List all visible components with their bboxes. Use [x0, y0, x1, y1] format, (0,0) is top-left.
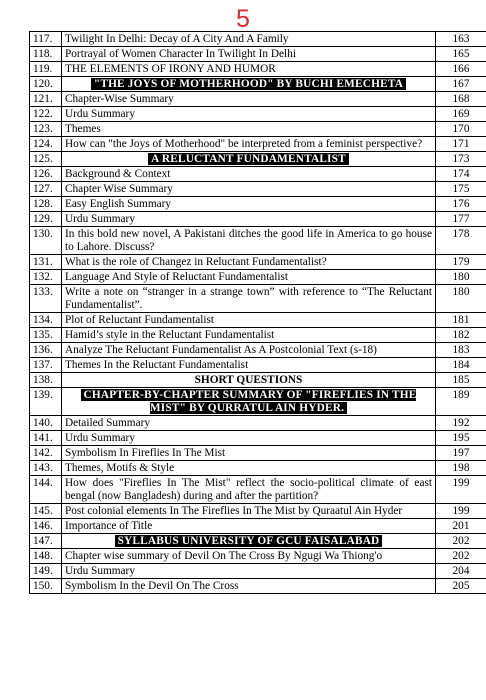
entry-title: What is the role of Changez in Reluctant Fundamentalist?: [65, 256, 327, 268]
entry-number: 120.: [30, 77, 62, 92]
entry-page: 184: [436, 358, 486, 373]
entry-page: 204: [436, 564, 486, 579]
entry-number: 139.: [30, 388, 62, 416]
section-heading: "THE JOYS OF MOTHERHOOD" BY BUCHI EMECHETA: [91, 78, 406, 90]
entry-number: 125.: [30, 152, 62, 167]
entry-page: 163: [436, 32, 486, 47]
entry-title: Chapter Wise Summary: [65, 183, 173, 195]
table-row: [30, 504, 486, 519]
entry-title-cell: [62, 461, 436, 476]
entry-number: 140.: [30, 416, 62, 431]
table-row: [30, 328, 486, 343]
entry-page: 166: [436, 62, 486, 77]
table-row: [30, 564, 486, 579]
entry-title-cell: [62, 285, 436, 313]
entry-page: 169: [436, 107, 486, 122]
entry-title: Easy English Summary: [65, 198, 172, 210]
entry-title-cell: [62, 476, 436, 504]
entry-number: 143.: [30, 461, 62, 476]
entry-page: 165: [436, 47, 486, 62]
entry-number: 124.: [30, 137, 62, 152]
entry-page: 175: [436, 182, 486, 197]
entry-title: Twilight In Delhi: Decay of A City And A Family: [65, 33, 289, 45]
entry-number: 133.: [30, 285, 62, 313]
table-row: [30, 270, 486, 285]
entry-title-cell: [62, 579, 436, 594]
entry-page: 202: [436, 549, 486, 564]
section-heading: SYLLABUS UNIVERSITY OF GCU FAISALABAD: [115, 535, 383, 547]
entry-number: 127.: [30, 182, 62, 197]
table-row: [30, 285, 486, 313]
entry-number: 149.: [30, 564, 62, 579]
entry-title: Chapter-Wise Summary: [65, 93, 174, 105]
entry-page: 202: [436, 534, 486, 549]
table-row: [30, 579, 486, 594]
table-row: [30, 534, 486, 549]
table-row: [30, 313, 486, 328]
table-row: [30, 373, 486, 388]
table-row: [30, 167, 486, 182]
entry-title: Themes In the Reluctant Fundamentalist: [65, 359, 249, 371]
table-row: [30, 212, 486, 227]
entry-title: Importance of Title: [65, 520, 153, 532]
table-row: [30, 416, 486, 431]
table-row: [30, 358, 486, 373]
entry-title-cell: [62, 47, 436, 62]
entry-number: 132.: [30, 270, 62, 285]
entry-page: 174: [436, 167, 486, 182]
entry-number: 144.: [30, 476, 62, 504]
entry-title-cell: [62, 137, 436, 152]
entry-title-cell: [62, 77, 436, 92]
section-heading: A RELUCTANT FUNDAMENTALIST: [148, 153, 349, 165]
table-row: [30, 122, 486, 137]
entry-title-cell: [62, 373, 436, 388]
entry-number: 147.: [30, 534, 62, 549]
entry-title-cell: [62, 519, 436, 534]
entry-title: Write a note on “stranger in a strange town” with reference to “The Reluctant Fundamentalist”.: [65, 286, 432, 311]
entry-title: Symbolism In the Devil On The Cross: [65, 580, 239, 592]
table-row: [30, 388, 486, 416]
entry-page: 199: [436, 476, 486, 504]
entry-page: 168: [436, 92, 486, 107]
entry-title-cell: [62, 270, 436, 285]
entry-number: 123.: [30, 122, 62, 137]
entry-title: THE ELEMENTS OF IRONY AND HUMOR: [65, 63, 276, 75]
entry-title: How can "the Joys of Motherhood" be interpreted from a feminist perspective?: [65, 138, 423, 150]
entry-title: Urdu Summary: [65, 565, 135, 577]
entry-page: 183: [436, 343, 486, 358]
entry-number: 128.: [30, 197, 62, 212]
entry-title-cell: [62, 446, 436, 461]
table-row: [30, 137, 486, 152]
table-row: [30, 152, 486, 167]
entry-number: 122.: [30, 107, 62, 122]
entry-title: Urdu Summary: [65, 213, 135, 225]
table-row: [30, 519, 486, 534]
entry-page: 192: [436, 416, 486, 431]
entry-page: 185: [436, 373, 486, 388]
entry-title-cell: [62, 182, 436, 197]
entry-title: Hamid’s style in the Reluctant Fundamentalist: [65, 329, 275, 341]
entry-title-cell: [62, 388, 436, 416]
table-row: [30, 255, 486, 270]
table-row: [30, 62, 486, 77]
entry-number: 145.: [30, 504, 62, 519]
entry-title: Themes: [65, 123, 101, 135]
entry-title-cell: [62, 227, 436, 255]
entry-title-cell: [62, 564, 436, 579]
entry-title: Analyze The Reluctant Fundamentalist As A Postcolonial Text (s-18): [65, 344, 377, 356]
entry-page: 171: [436, 137, 486, 152]
entry-title: Language And Style of Reluctant Fundamentalist: [65, 271, 289, 283]
entry-title-cell: [62, 431, 436, 446]
entry-page: 177: [436, 212, 486, 227]
entry-number: 141.: [30, 431, 62, 446]
table-row: [30, 92, 486, 107]
entry-number: 129.: [30, 212, 62, 227]
entry-title: Urdu Summary: [65, 108, 135, 120]
entry-title: Themes, Motifs & Style: [65, 462, 175, 474]
entry-title-cell: [62, 255, 436, 270]
entry-page: 197: [436, 446, 486, 461]
entry-title-cell: [62, 504, 436, 519]
entry-number: 135.: [30, 328, 62, 343]
entry-page: 199: [436, 504, 486, 519]
table-row: [30, 431, 486, 446]
table-row: [30, 47, 486, 62]
entry-title: Background & Context: [65, 168, 171, 180]
entry-number: 130.: [30, 227, 62, 255]
table-row: [30, 77, 486, 92]
entry-title-cell: [62, 549, 436, 564]
entry-title-cell: [62, 122, 436, 137]
entry-number: 131.: [30, 255, 62, 270]
entry-number: 119.: [30, 62, 62, 77]
entry-page: 205: [436, 579, 486, 594]
entry-page: 181: [436, 313, 486, 328]
entry-page: 201: [436, 519, 486, 534]
page-number: 5: [236, 5, 250, 33]
entry-page: 180: [436, 270, 486, 285]
entry-title-cell: [62, 152, 436, 167]
entry-page: 198: [436, 461, 486, 476]
entry-title: How does "Fireflies In The Mist" reflect the socio-political climate of east bengal (now Bangladesh) during and after the partition?: [65, 477, 432, 502]
entry-number: 121.: [30, 92, 62, 107]
entry-title: Plot of Reluctant Fundamentalist: [65, 314, 215, 326]
entry-title-cell: [62, 167, 436, 182]
section-heading: CHAPTER-BY-CHAPTER SUMMARY OF "FIREFLIES IN THE MIST" BY QURRATUL AIN HYDER.: [81, 389, 417, 414]
entry-title-cell: [62, 92, 436, 107]
entry-page: 178: [436, 227, 486, 255]
entry-title: Post colonial elements In The Fireflies In The Mist by Quraatul Ain Hyder: [65, 505, 403, 517]
entry-title-cell: [62, 197, 436, 212]
table-of-contents: [29, 31, 486, 594]
table-row: [30, 32, 486, 47]
table-row: [30, 461, 486, 476]
table-row: [30, 107, 486, 122]
entry-page: 189: [436, 388, 486, 416]
entry-title-cell: [62, 358, 436, 373]
entry-title-cell: [62, 62, 436, 77]
entry-page: 180: [436, 285, 486, 313]
entry-page: 179: [436, 255, 486, 270]
entry-number: 142.: [30, 446, 62, 461]
entry-title-cell: [62, 343, 436, 358]
entry-number: 137.: [30, 358, 62, 373]
entry-title-cell: [62, 107, 436, 122]
entry-number: 150.: [30, 579, 62, 594]
entry-number: 138.: [30, 373, 62, 388]
entry-page: 170: [436, 122, 486, 137]
entry-title: In this bold new novel, A Pakistani ditches the good life in America to go house to Lahore. Discuss?: [65, 228, 432, 253]
table-row: [30, 549, 486, 564]
entry-page: 173: [436, 152, 486, 167]
entry-title-cell: [62, 212, 436, 227]
toc-body: [30, 32, 486, 594]
entry-title-cell: [62, 416, 436, 431]
entry-page: 167: [436, 77, 486, 92]
entry-title: Urdu Summary: [65, 432, 135, 444]
table-row: [30, 182, 486, 197]
entry-number: 146.: [30, 519, 62, 534]
table-row: [30, 343, 486, 358]
entry-title: Portrayal of Women Character In Twilight In Delhi: [65, 48, 296, 60]
entry-number: 126.: [30, 167, 62, 182]
entry-title-cell: [62, 328, 436, 343]
entry-title: Chapter wise summary of Devil On The Cross By Ngugi Wa Thiong'o: [65, 550, 383, 562]
entry-title-cell: [62, 313, 436, 328]
entry-title-cell: [62, 534, 436, 549]
entry-title: Detailed Summary: [65, 417, 151, 429]
table-row: [30, 446, 486, 461]
entry-number: 117.: [30, 32, 62, 47]
table-row: [30, 476, 486, 504]
entry-number: 148.: [30, 549, 62, 564]
entry-title: Symbolism In Fireflies In The Mist: [65, 447, 226, 459]
entry-number: 118.: [30, 47, 62, 62]
entry-page: 176: [436, 197, 486, 212]
entry-number: 136.: [30, 343, 62, 358]
entry-page: 182: [436, 328, 486, 343]
section-heading: SHORT QUESTIONS: [194, 374, 303, 386]
table-row: [30, 197, 486, 212]
entry-page: 195: [436, 431, 486, 446]
entry-title-cell: [62, 32, 436, 47]
entry-number: 134.: [30, 313, 62, 328]
table-row: [30, 227, 486, 255]
